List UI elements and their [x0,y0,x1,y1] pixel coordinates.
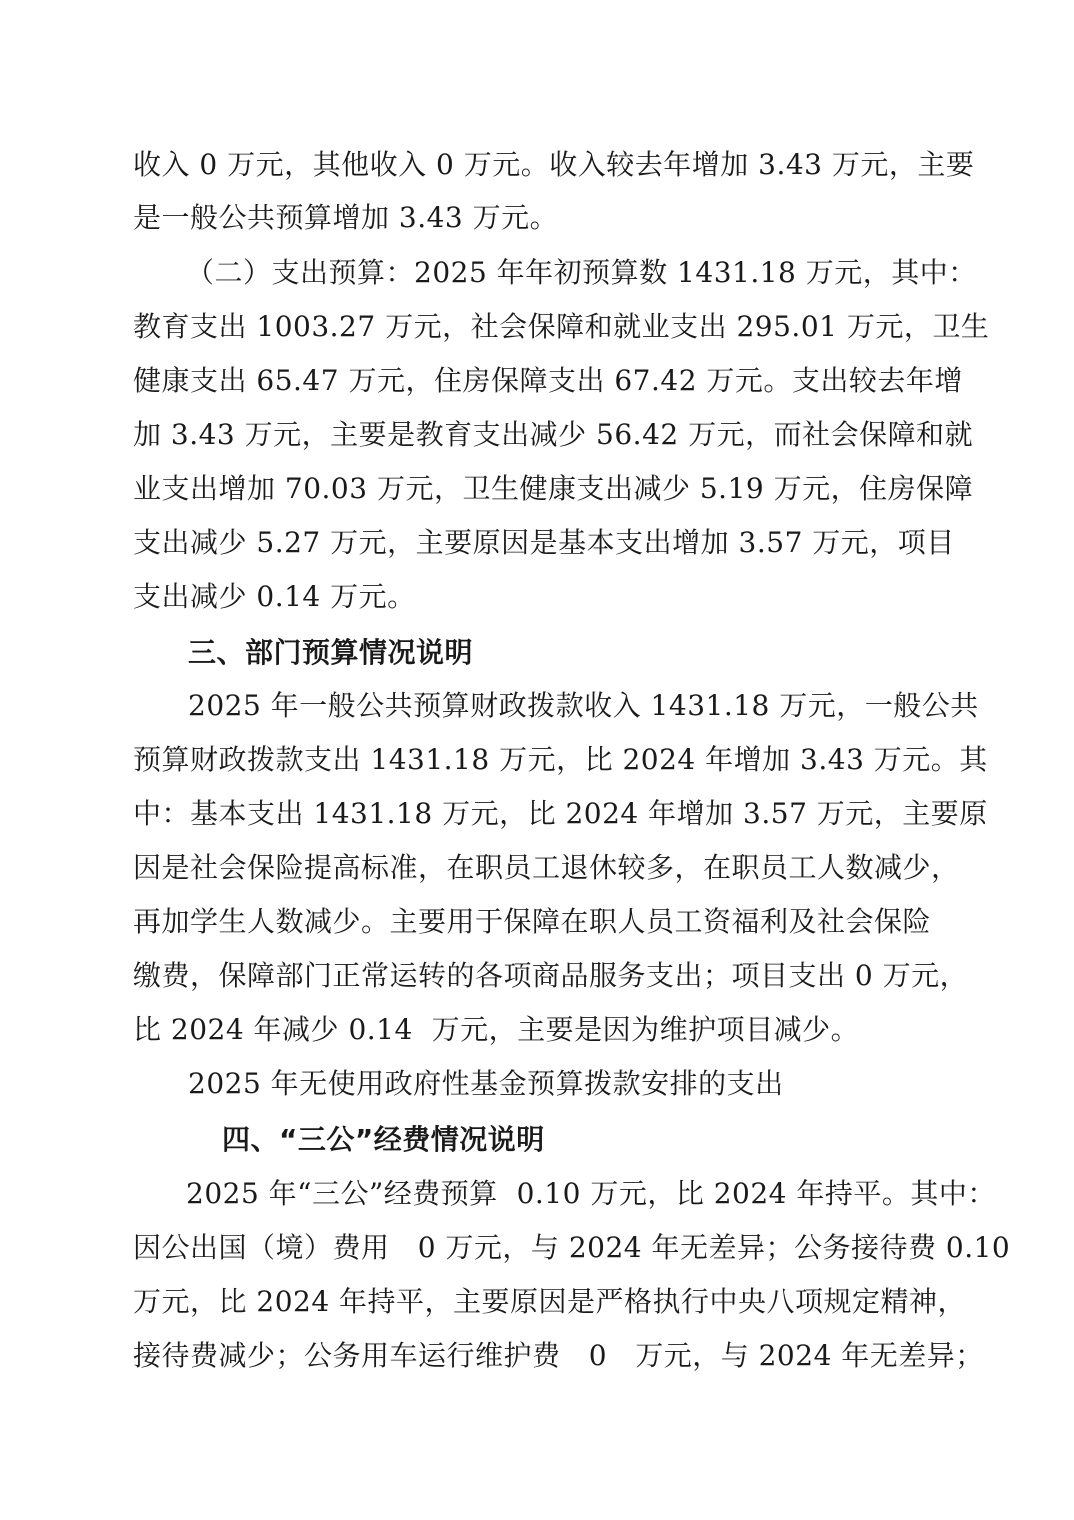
text-line: 中：基本支出 1431.18 万元，比 2024 年增加 3.57 万元，主要原 [133,797,988,830]
text-line: 2025 年一般公共预算财政拨款收入 1431.18 万元，一般公共 [188,689,979,722]
text-line: 是一般公共预算增加 3.43 万元。 [133,201,559,234]
text-line: 预算财政拨款支出 1431.18 万元，比 2024 年增加 3.43 万元。其 [133,743,988,776]
text-line: 再加学生人数减少。主要用于保障在职人员工资福利及社会保险 [133,905,932,938]
text-line: 比 2024 年减少 0.14 万元，主要是因为维护项目减少。 [133,1013,860,1046]
text-line: 因是社会保险提高标准，在职员工退休较多，在职员工人数减少， [133,851,960,884]
text-line: 接待费减少；公务用车运行维护费 0 万元，与 2024 年无差异； [133,1339,984,1372]
section-heading: 四、“三公”经费情况说明 [222,1123,545,1156]
text-line: 收入 0 万元，其他收入 0 万元。收入较去年增加 3.43 万元，主要 [133,148,975,181]
text-line: 2025 年无使用政府性基金预算拨款安排的支出 [188,1067,784,1100]
text-line: 缴费，保障部门正常运转的各项商品服务支出；项目支出 0 万元， [133,959,969,992]
text-line: 教育支出 1003.27 万元，社会保障和就业支出 295.01 万元，卫生 [133,310,990,343]
text-line: 支出减少 0.14 万元。 [133,580,416,613]
text-line: 业支出增加 70.03 万元，卫生健康支出减少 5.19 万元，住房保障 [133,472,974,505]
text-line: 健康支出 65.47 万元，住房保障支出 67.42 万元。支出较去年增 [133,364,963,397]
section-heading: 三、部门预算情况说明 [188,636,474,669]
text-line: 2025 年“三公”经费预算 0.10 万元，比 2024 年持平。其中： [186,1177,996,1210]
text-line: 支出减少 5.27 万元，主要原因是基本支出增加 3.57 万元，项目 [133,526,955,559]
text-line: 因公出国（境）费用 0 万元，与 2024 年无差异；公务接待费 0.10 [133,1231,1011,1264]
text-line: 万元，比 2024 年持平，主要原因是严格执行中央八项规定精神， [133,1285,967,1318]
text-line: 加 3.43 万元，主要是教育支出减少 56.42 万元，而社会保障和就 [133,418,974,451]
text-line: （二）支出预算：2025 年年初预算数 1431.18 万元，其中： [186,256,977,289]
